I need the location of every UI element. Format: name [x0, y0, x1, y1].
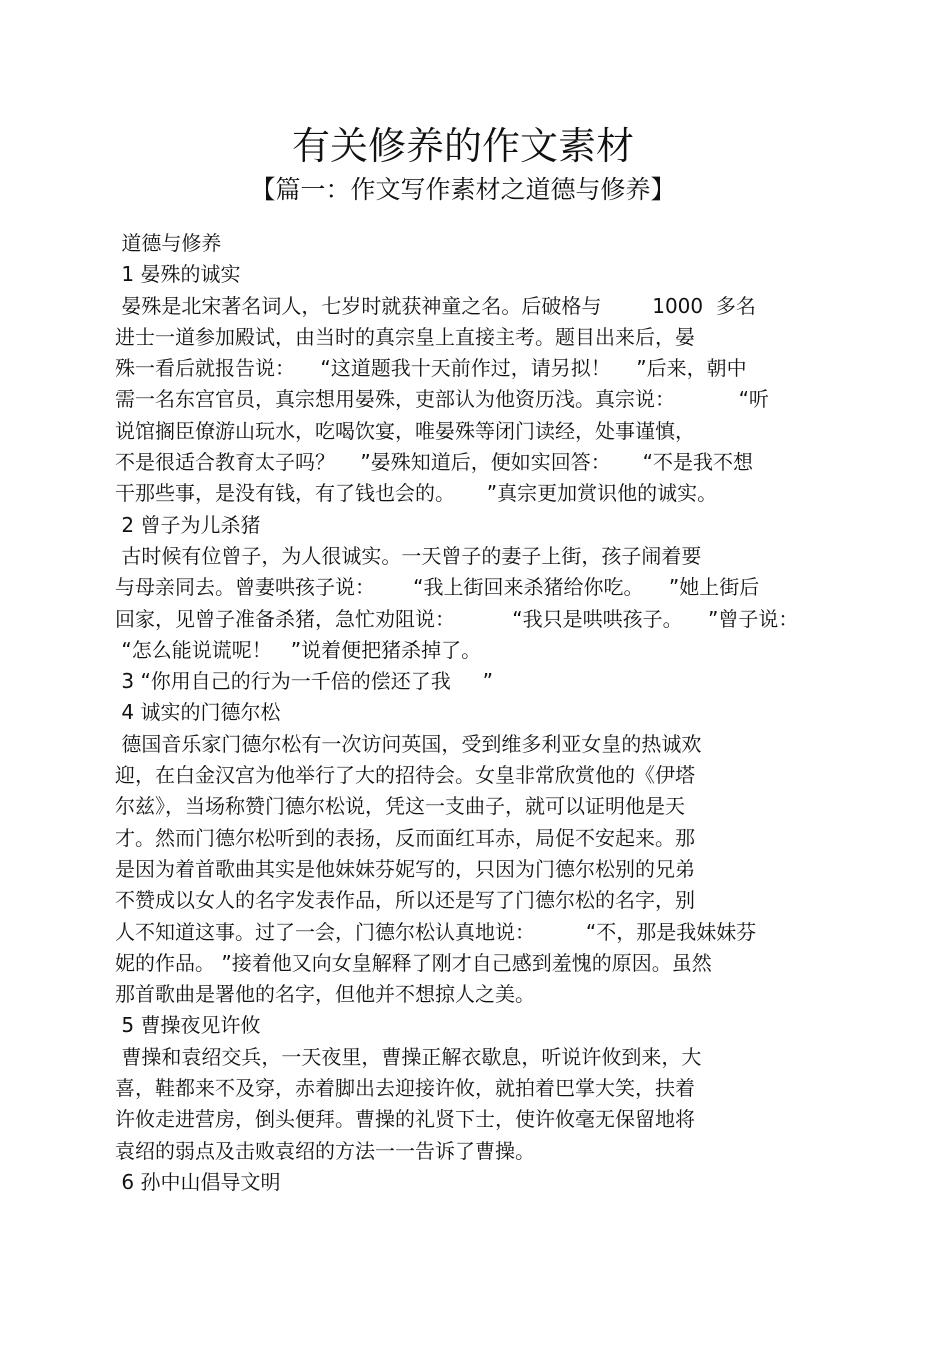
text-line: 晏殊是北宋著名词人，七岁时就获神童之名。后破格与 1000 多名 — [115, 293, 756, 318]
text-line: 道德与修养 — [115, 231, 222, 255]
text-line: 妮的作品。 ”接着他又向女皇解释了刚才自己感到羞愧的原因。虽然 — [115, 950, 712, 975]
text-line: 许攸走进营房，倒头便拜。曹操的礼贤下士，使许攸毫无保留地将 — [115, 1107, 695, 1132]
text-line: 古时候有位曾子，为人很诚实。一天曾子的妻子上街，孩子闹着要 — [115, 543, 702, 568]
document-title: 有关修养的作文素材 — [291, 124, 634, 168]
text-line: 与母亲同去。曾妻哄孩子说： “我上街回来杀猪给你吃。 ”她上街后 — [115, 575, 760, 600]
text-line: 那首歌曲是署他的名字，但他并不想掠人之美。 — [115, 982, 535, 1007]
text-line: 人不知道这事。过了一会，门德尔松认真地说： “不，那是我妹妹芬 — [115, 919, 757, 944]
text-line: 喜，鞋都来不及穿，赤着脚出去迎接许攸，就拍着巴掌大笑，扶着 — [115, 1076, 695, 1101]
text-line: 说馆搁臣僚游山玩水，吃喝饮宴，唯晏殊等闭门读经，处事谨慎， — [115, 418, 695, 443]
text-line: 干那些事，是没有钱，有了钱也会的。 ”真宗更加赏识他的诚实。 — [115, 481, 718, 506]
text-line: 是因为着首歌曲其实是他妹妹芬妮写的，只因为门德尔松别的兄弟 — [115, 856, 695, 881]
text-line: 袁绍的弱点及击败袁绍的方法一一告诉了曹操。 — [115, 1138, 535, 1163]
text-line: 殊一看后就报告说： “这道题我十天前作过，请另拟！ ”后来，朝中 — [115, 356, 747, 381]
text-line: 曹操和袁绍交兵，一天夜里，曹操正解衣歇息，听说许攸到来，大 — [115, 1044, 702, 1069]
text-line: 4 诚实的门德尔松 — [115, 700, 281, 725]
text-line: 3 “你用自己的行为一千倍的偿还了我 ” — [115, 669, 493, 694]
text-line: 不赞成以女人的名字发表作品，所以还是写了门德尔松的名字，别 — [115, 888, 695, 913]
text-line: 不是很适合教育太子吗？ ”晏殊知道后，便如实回答： “不是我不想 — [115, 450, 753, 475]
text-line: 5 曹操夜见许攸 — [115, 1013, 261, 1038]
text-line: “怎么能说谎呢！ ”说着便把猪杀掉了。 — [115, 637, 482, 662]
text-line: 6 孙中山倡导文明 — [115, 1169, 281, 1194]
text-line: 德国音乐家门德尔松有一次访问英国，受到维多利亚女皇的热诚欢 — [115, 731, 702, 756]
text-line: 尔兹》，当场称赞门德尔松说，凭这一支曲子，就可以证明他是天 — [115, 794, 685, 819]
document-body — [115, 228, 845, 1198]
text-line: 1 晏殊的诚实 — [115, 262, 241, 287]
text-line: 进士一道参加殿试，由当时的真宗皇上直接主考。题目出来后，晏 — [115, 324, 695, 349]
document-subtitle: 【篇一：作文写作素材之道德与修养】 — [250, 175, 676, 204]
text-line: 2 曾子为儿杀猪 — [115, 512, 261, 537]
text-line: 回家，见曾子准备杀猪，急忙劝阻说： “我只是哄哄孩子。 ”曾子说： — [115, 606, 799, 631]
text-line: 需一名东宫官员，真宗想用晏殊，吏部认为他资历浅。真宗说： “听 — [115, 387, 769, 412]
text-line: 迎，在白金汉宫为他举行了大的招待会。女皇非常欣赏他的《伊塔 — [115, 763, 695, 788]
text-line: 才。然而门德尔松听到的表扬，反而面红耳赤，局促不安起来。那 — [115, 825, 695, 850]
